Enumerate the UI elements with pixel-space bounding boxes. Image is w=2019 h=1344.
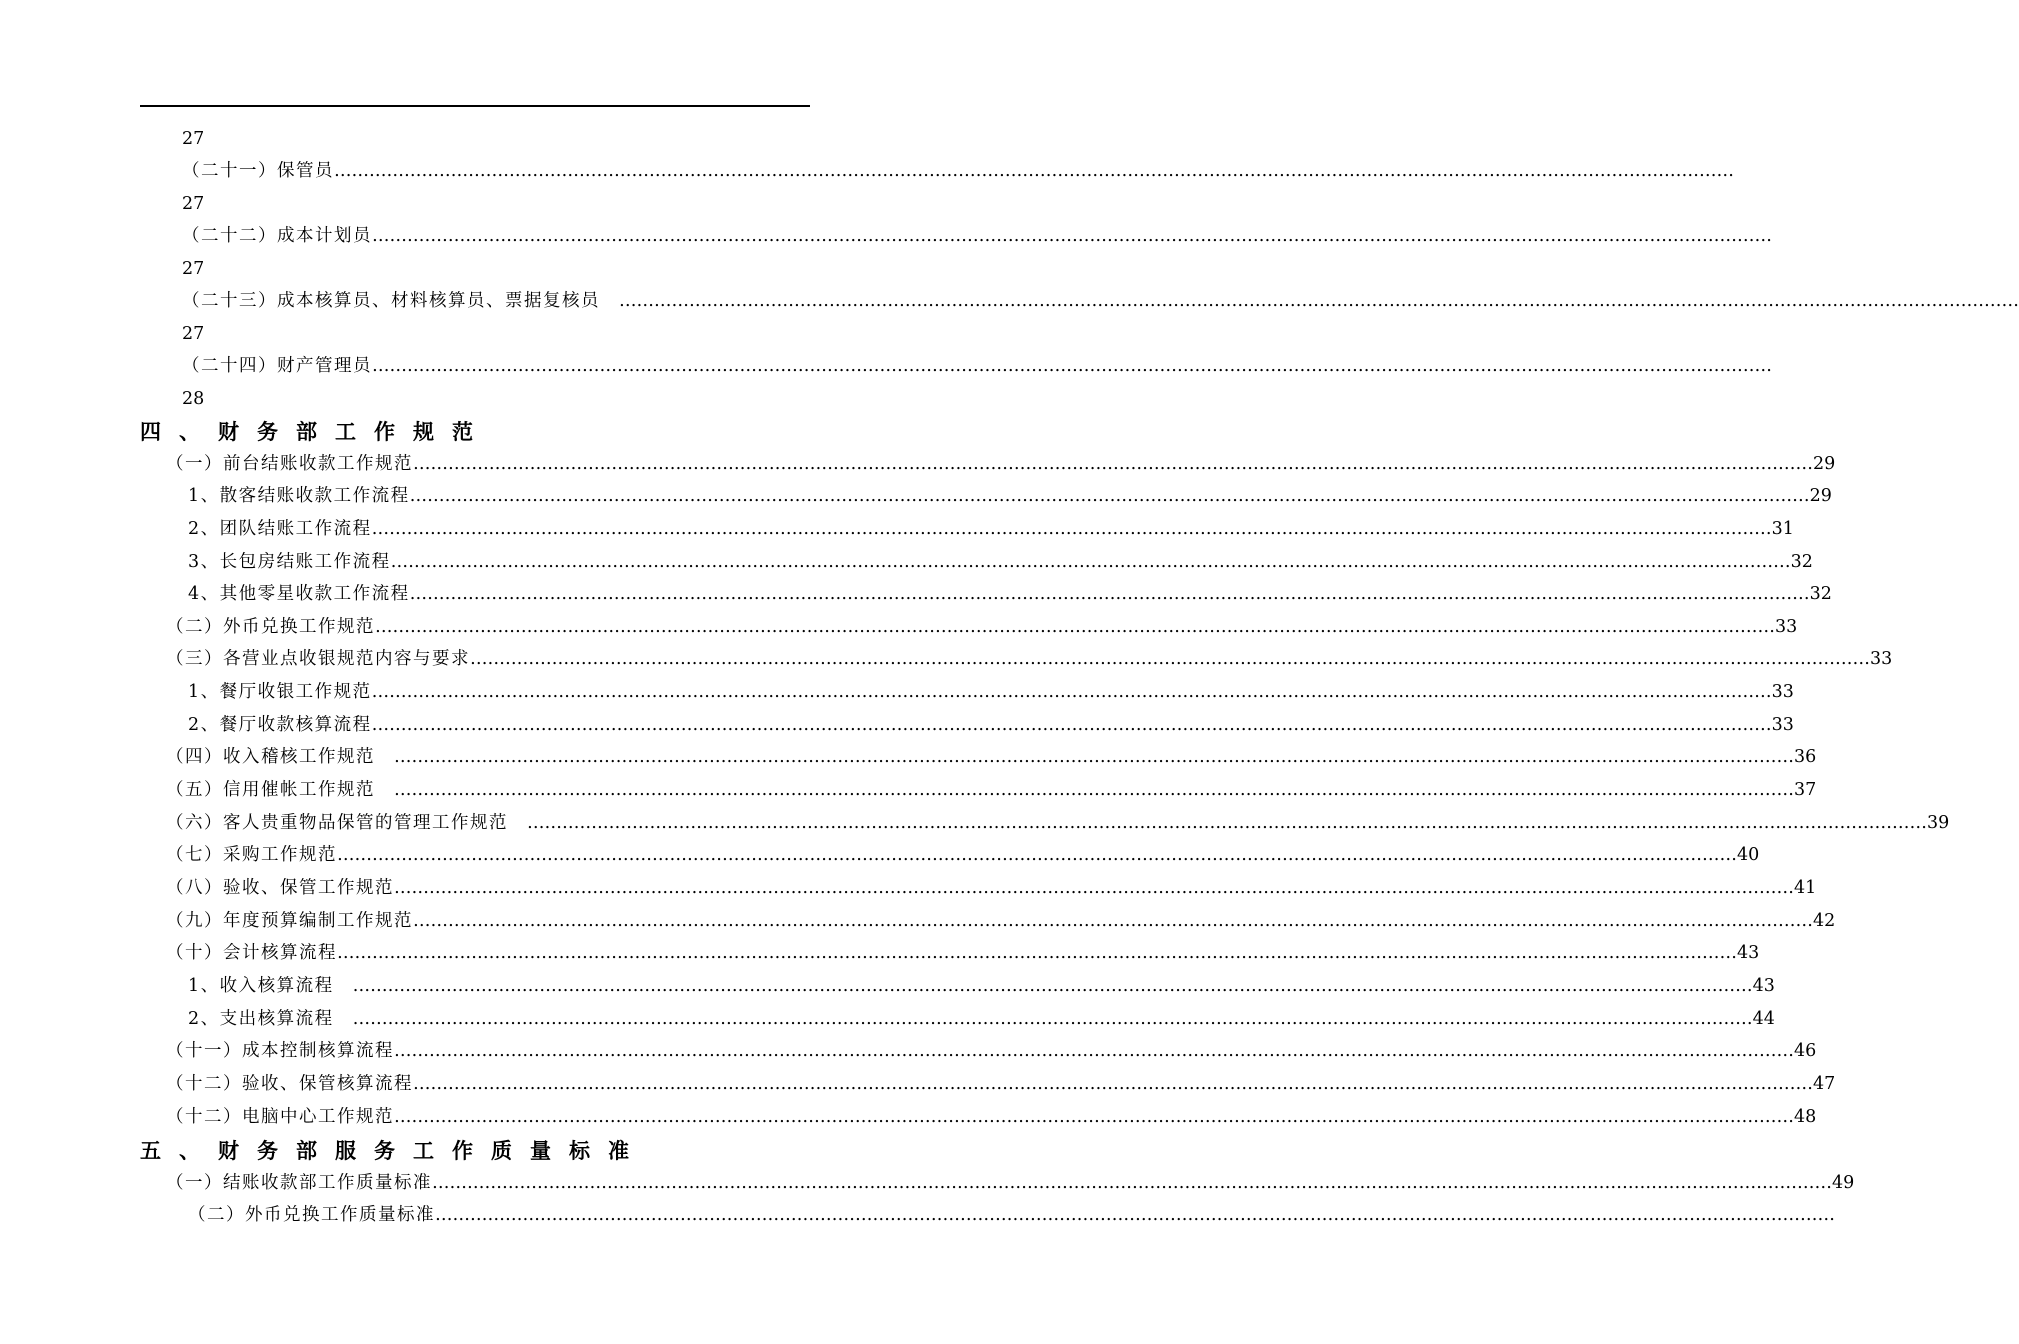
toc-entry[interactable] <box>166 1102 1817 1132</box>
toc-entry[interactable] <box>182 221 1772 251</box>
toc-entry[interactable] <box>166 938 1760 968</box>
toc-entry-label: （二十四）财产管理员 <box>182 356 372 376</box>
toc-leader-dots: …………………………………………………………………………………………………………………………………………………………………………………………………………………… <box>435 1205 1835 1225</box>
toc-leader-dots: …………………………………………………………………………………………………………………………………………………………………………………………………………………… <box>372 226 1772 246</box>
toc-entry-page: 40 <box>1737 845 1760 865</box>
toc-entry[interactable] <box>166 612 1798 642</box>
toc-entry[interactable] <box>166 808 1950 838</box>
toc-entry[interactable] <box>166 742 1817 772</box>
toc-leader-dots: …………………………………………………………………………………………………………………………………………………………………………………………………………………… <box>432 1173 1832 1193</box>
toc-leader-dots: …………………………………………………………………………………………………………………………………………………………………………………………………………………… <box>371 519 1772 539</box>
toc-entry[interactable] <box>166 1036 1817 1066</box>
toc-entry-label: （五）信用催帐工作规范 <box>166 780 394 800</box>
toc-entry[interactable] <box>166 644 1893 674</box>
toc-entry[interactable] <box>166 840 1760 870</box>
toc-entry-label: （二）外币兑换工作质量标准 <box>188 1205 435 1225</box>
toc-entry-page: 29 <box>1809 486 1832 506</box>
toc-entry-label: （十）会计核算流程 <box>166 943 337 963</box>
toc-entry[interactable] <box>188 1004 1775 1034</box>
toc-entry-page: 43 <box>1737 943 1760 963</box>
toc-entry[interactable] <box>188 514 1794 544</box>
toc-entry-label: 3、长包房结账工作流程 <box>188 552 391 572</box>
toc-leader-dots: …………………………………………………………………………………………………………………………………………………………………………………………………………………… <box>352 976 1753 996</box>
toc-entry-page: 41 <box>1794 878 1817 898</box>
toc-leader-dots: …………………………………………………………………………………………………………………………………………………………………………………………………………………… <box>337 845 1737 865</box>
toc-leader-dots: …………………………………………………………………………………………………………………………………………………………………………………………………………………… <box>394 1041 1794 1061</box>
toc-entry-page: 33 <box>1870 649 1893 669</box>
toc-leader-dots: …………………………………………………………………………………………………………………………………………………………………………………………………………………… <box>352 1009 1753 1029</box>
toc-entry-page: 49 <box>1832 1173 1855 1193</box>
toc-entry-page: 48 <box>1794 1107 1817 1127</box>
toc-leader-dots: …………………………………………………………………………………………………………………………………………………………………………………………………………………… <box>394 1107 1794 1127</box>
toc-entry[interactable] <box>166 906 1836 936</box>
toc-entry-page: 42 <box>1813 911 1836 931</box>
toc-leader-dots: …………………………………………………………………………………………………………………………………………………………………………………………………………………… <box>413 1074 1813 1094</box>
toc-entry-label: （七）采购工作规范 <box>166 845 337 865</box>
toc-entry-label: 2、团队结账工作流程 <box>188 519 372 539</box>
toc-entry-page: 37 <box>1794 780 1817 800</box>
toc-entry-page: 43 <box>1752 976 1775 996</box>
toc-entry[interactable] <box>182 156 1734 186</box>
toc-leader-dots: …………………………………………………………………………………………………………………………………………………………………………………………………………………… <box>334 161 1734 181</box>
toc-entry[interactable] <box>166 1168 1855 1198</box>
toc-entry-page: 36 <box>1794 747 1817 767</box>
toc-page-number: 27 <box>182 324 205 344</box>
toc-leader-dots: …………………………………………………………………………………………………………………………………………………………………………………………………………………… <box>371 682 1772 702</box>
toc-entry-label: （十二）电脑中心工作规范 <box>166 1107 394 1127</box>
toc-leader-dots: …………………………………………………………………………………………………………………………………………………………………………………………………………………… <box>375 617 1775 637</box>
toc-entry-label: （二）外币兑换工作规范 <box>166 617 375 637</box>
toc-leader-dots: …………………………………………………………………………………………………………………………………………………………………………………………………………………… <box>413 454 1813 474</box>
toc-entry[interactable] <box>188 677 1794 707</box>
section-heading: 四、财务部工作规范 <box>140 420 491 444</box>
toc-entry-label: （四）收入稽核工作规范 <box>166 747 394 767</box>
toc-page-number: 27 <box>182 129 205 149</box>
toc-entry[interactable] <box>166 873 1817 903</box>
toc-entry-label: （十一）成本控制核算流程 <box>166 1041 394 1061</box>
toc-leader-dots: …………………………………………………………………………………………………………………………………………………………………………………………………………………… <box>527 813 1927 833</box>
toc-leader-dots: …………………………………………………………………………………………………………………………………………………………………………………………………………………… <box>390 552 1791 572</box>
toc-entry-page: 33 <box>1771 715 1794 735</box>
toc-entry[interactable] <box>188 971 1775 1001</box>
toc-leader-dots: …………………………………………………………………………………………………………………………………………………………………………………………………………………… <box>409 486 1810 506</box>
toc-entry-label: （三）各营业点收银规范内容与要求 <box>166 649 470 669</box>
toc-entry-page: 33 <box>1771 682 1794 702</box>
toc-entry-label: 1、餐厅收银工作规范 <box>188 682 372 702</box>
toc-entry[interactable] <box>188 1200 1835 1230</box>
toc-entry-label: （九）年度预算编制工作规范 <box>166 911 413 931</box>
toc-entry[interactable] <box>166 1069 1836 1099</box>
toc-entry-label: 1、散客结账收款工作流程 <box>188 486 410 506</box>
toc-leader-dots: …………………………………………………………………………………………………………………………………………………………………………………………………………………… <box>371 715 1772 735</box>
toc-leader-dots: …………………………………………………………………………………………………………………………………………………………………………………………………………………… <box>409 584 1810 604</box>
toc-entry[interactable] <box>166 449 1836 479</box>
toc-entry-label: （六）客人贵重物品保管的管理工作规范 <box>166 813 527 833</box>
toc-entry[interactable] <box>166 775 1817 805</box>
toc-entry-label: （八）验收、保管工作规范 <box>166 878 394 898</box>
toc-entry-label: （十二）验收、保管核算流程 <box>166 1074 413 1094</box>
toc-page-number: 27 <box>182 194 205 214</box>
toc-entry-page: 33 <box>1775 617 1798 637</box>
toc-entry[interactable] <box>182 286 2019 316</box>
toc-entry-label: 2、支出核算流程 <box>188 1009 353 1029</box>
toc-entry[interactable] <box>188 481 1832 511</box>
toc-page-number: 28 <box>182 389 205 409</box>
toc-leader-dots: …………………………………………………………………………………………………………………………………………………………………………………………………………………… <box>413 911 1813 931</box>
toc-leader-dots: …………………………………………………………………………………………………………………………………………………………………………………………………………………… <box>394 780 1794 800</box>
toc-page-number: 27 <box>182 259 205 279</box>
toc-entry[interactable] <box>188 579 1832 609</box>
toc-entry[interactable] <box>182 351 1772 381</box>
toc-entry-page: 29 <box>1813 454 1836 474</box>
toc-entry-label: （二十二）成本计划员 <box>182 226 372 246</box>
toc-entry-page: 47 <box>1813 1074 1836 1094</box>
toc-leader-dots: …………………………………………………………………………………………………………………………………………………………………………………………………………………… <box>372 356 1772 376</box>
toc-entry-page: 31 <box>1771 519 1794 539</box>
toc-entry-page: 39 <box>1927 813 1950 833</box>
toc-leader-dots: …………………………………………………………………………………………………………………………………………………………………………………………………………………… <box>394 747 1794 767</box>
toc-leader-dots: …………………………………………………………………………………………………………………………………………………………………………………………………………………… <box>619 291 2019 311</box>
toc-entry-label: （一）前台结账收款工作规范 <box>166 454 413 474</box>
toc-entry-page: 46 <box>1794 1041 1817 1061</box>
header-rule <box>140 105 810 107</box>
toc-entry[interactable] <box>188 547 1813 577</box>
toc-entry-page: 32 <box>1790 552 1813 572</box>
toc-leader-dots: …………………………………………………………………………………………………………………………………………………………………………………………………………………… <box>394 878 1794 898</box>
toc-entry-label: 4、其他零星收款工作流程 <box>188 584 410 604</box>
toc-entry-page: 32 <box>1809 584 1832 604</box>
toc-entry-label: （二十一）保管员 <box>182 161 334 181</box>
toc-entry-label: 2、餐厅收款核算流程 <box>188 715 372 735</box>
toc-leader-dots: …………………………………………………………………………………………………………………………………………………………………………………………………………………… <box>337 943 1737 963</box>
toc-leader-dots: …………………………………………………………………………………………………………………………………………………………………………………………………………………… <box>470 649 1870 669</box>
toc-entry[interactable] <box>188 710 1794 740</box>
toc-entry-page: 44 <box>1752 1009 1775 1029</box>
section-heading: 五、财务部服务工作质量标准 <box>140 1139 647 1163</box>
toc-entry-label: （二十三）成本核算员、材料核算员、票据复核员 <box>182 291 619 311</box>
toc-entry-label: （一）结账收款部工作质量标准 <box>166 1173 432 1193</box>
toc-entry-label: 1、收入核算流程 <box>188 976 353 996</box>
